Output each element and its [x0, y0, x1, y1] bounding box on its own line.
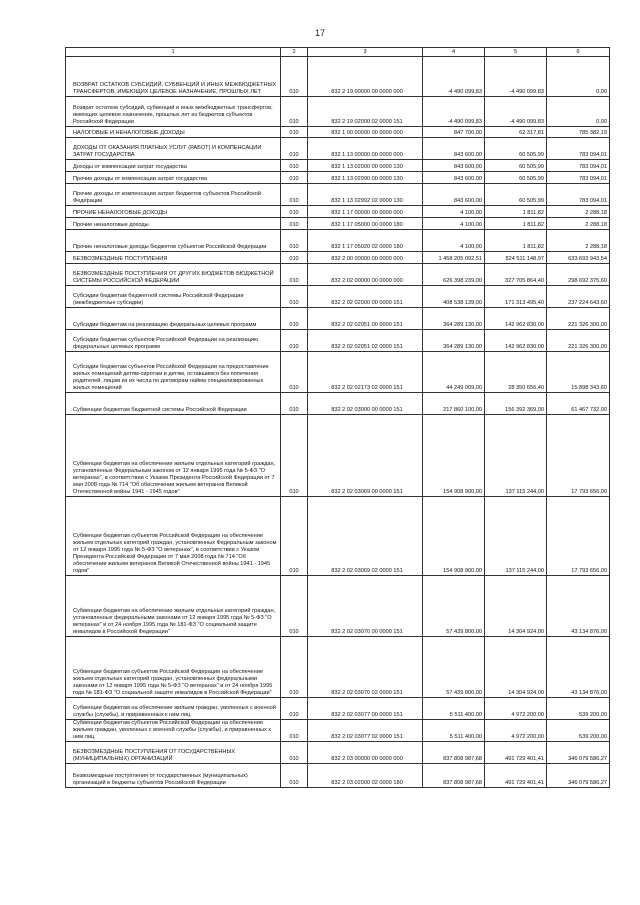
row-name: БЕЗВОЗМЕЗДНЫЕ ПОСТУПЛЕНИЯ ОТ ДРУГИХ БЮДЖЕТОВ БЮДЖЕТНОЙ СИСТЕМЫ РОССИЙСКОЙ ФЕДЕРАЦИИ [66, 264, 281, 286]
table-row [66, 184, 610, 206]
row-planned-amount: 837 808 987,68 [423, 764, 485, 788]
table-row [66, 764, 610, 788]
row-kbk-code: 832 2 03 02000 02 0000 180 [308, 764, 423, 788]
row-kbk-code: 832 1 00 00000 00 0000 000 [308, 127, 423, 138]
row-executed-amount: 4 972 200,00 [485, 698, 547, 720]
table-row [66, 286, 610, 308]
column-number: 3 [308, 48, 423, 57]
table-row [66, 576, 610, 637]
row-executed-amount: 137 115 244,00 [485, 415, 547, 497]
table-row [66, 308, 610, 330]
row-kbk-code: 832 2 00 00000 00 0000 000 [308, 252, 423, 264]
row-code: 010 [281, 160, 308, 172]
row-executed-amount: 14 304 924,00 [485, 576, 547, 637]
table-row [66, 264, 610, 286]
row-name: Прочие доходы от компенсации затрат государства [66, 172, 281, 184]
row-kbk-code: 832 1 17 00000 00 0000 000 [308, 206, 423, 218]
column-number: 5 [485, 48, 547, 57]
row-remaining-amount: 2 288,18 [547, 206, 610, 218]
row-kbk-code: 832 2 02 03069 02 0000 151 [308, 497, 423, 576]
row-code: 010 [281, 172, 308, 184]
row-executed-amount: 824 511 148,97 [485, 252, 547, 264]
row-kbk-code: 832 2 02 00000 00 0000 000 [308, 264, 423, 286]
row-planned-amount: 843 600,00 [423, 138, 485, 160]
table-row [66, 415, 610, 497]
row-remaining-amount: 17 793 656,00 [547, 415, 610, 497]
row-remaining-amount: 221 326 300,00 [547, 308, 610, 330]
row-name: БЕЗВОЗМЕЗДНЫЕ ПОСТУПЛЕНИЯ [66, 252, 281, 264]
row-planned-amount: 408 538 139,00 [423, 286, 485, 308]
row-name: Прочие неналоговые доходы бюджетов субъектов Российской Федерации [66, 230, 281, 252]
row-kbk-code: 832 1 17 05020 02 0000 180 [308, 230, 423, 252]
row-executed-amount: 171 313 495,40 [485, 286, 547, 308]
row-remaining-amount: 61 467 732,00 [547, 393, 610, 415]
table-row [66, 742, 610, 764]
row-code: 010 [281, 330, 308, 352]
row-kbk-code: 832 1 13 02992 02 0000 130 [308, 184, 423, 206]
row-name: Субсидии бюджетам субъектов Российской Федерации на реализацию федеральных целевых программ [66, 330, 281, 352]
row-name: Субвенции бюджетам субъектов Российской Федерации на обеспечение жильем отдельных категорий граждан, установленных Федеральным законом от 12 января 1995 года № 5-ФЗ "О ветеранах", в соответствии с Указом Президента Российской Федерации от 7 мая 2008 года № 714 "Об обеспечении жильем ветеранов Великой Отечественной войны 1941 - 1945 годов" [66, 497, 281, 576]
row-executed-amount: 62 317,81 [485, 127, 547, 138]
row-remaining-amount: 237 224 643,60 [547, 286, 610, 308]
row-name: Прочие доходы от компенсации затрат бюджетов субъектов Российской Федерации [66, 184, 281, 206]
row-kbk-code: 832 1 17 05000 00 0000 180 [308, 218, 423, 230]
row-code: 010 [281, 720, 308, 742]
row-remaining-amount: 43 134 876,00 [547, 576, 610, 637]
row-kbk-code: 832 2 02 03077 02 0000 151 [308, 720, 423, 742]
row-planned-amount: 1 458 205 092,51 [423, 252, 485, 264]
row-code: 010 [281, 97, 308, 127]
row-kbk-code: 832 2 02 02051 02 0000 151 [308, 330, 423, 352]
row-name: Возврат остатков субсидий, субвенций и иных межбюджетных трансфертов, имеющих целевое назначение, прошлых лет из бюджетов субъектов Российской Федерации [66, 97, 281, 127]
row-kbk-code: 832 2 02 02173 02 0000 151 [308, 352, 423, 393]
row-executed-amount: 28 350 656,40 [485, 352, 547, 393]
row-remaining-amount: 783 094,01 [547, 172, 610, 184]
row-code: 010 [281, 497, 308, 576]
row-kbk-code: 832 2 02 03069 00 0000 151 [308, 415, 423, 497]
row-remaining-amount: 2 288,18 [547, 218, 610, 230]
row-remaining-amount: 0,00 [547, 97, 610, 127]
row-name: Субсидии бюджетам на реализацию федеральных целевых программ [66, 308, 281, 330]
table-row [66, 497, 610, 576]
row-executed-amount: 60 505,99 [485, 184, 547, 206]
row-code: 010 [281, 264, 308, 286]
row-name: Субсидии бюджетам бюджетной системы Российской Федерации (межбюджетные субсидии) [66, 286, 281, 308]
row-planned-amount: -4 490 099,83 [423, 97, 485, 127]
table-row [66, 97, 610, 127]
row-planned-amount: 4 100,00 [423, 206, 485, 218]
row-kbk-code: 832 1 13 02000 00 0000 130 [308, 160, 423, 172]
row-name: Субвенции бюджетам субъектов Российской Федерации на обеспечение жильем отдельных категорий граждан, установленных федеральными законами от 12 января 1995 года № 5-ФЗ "О ветеранах" и от 24 ноября 1995 года № 181-ФЗ "О социальной защите инвалидов в Российской Федерации" [66, 637, 281, 698]
row-remaining-amount: 783 094,01 [547, 160, 610, 172]
row-name: ВОЗВРАТ ОСТАТКОВ СУБСИДИЙ, СУБВЕНЦИЙ И ИНЫХ МЕЖБЮДЖЕТНЫХ ТРАНСФЕРТОВ, ИМЕЮЩИХ ЦЕЛЕВОЕ НАЗНАЧЕНИЕ, ПРОШЛЫХ ЛЕТ [66, 57, 281, 97]
row-planned-amount: 5 511 400,00 [423, 720, 485, 742]
row-kbk-code: 832 2 02 02000 00 0000 151 [308, 286, 423, 308]
table-row [66, 330, 610, 352]
row-executed-amount: 327 705 864,40 [485, 264, 547, 286]
row-executed-amount: 14 304 924,00 [485, 637, 547, 698]
table-row [66, 172, 610, 184]
row-code: 010 [281, 576, 308, 637]
row-planned-amount: 843 600,00 [423, 160, 485, 172]
row-remaining-amount: 633 693 943,54 [547, 252, 610, 264]
row-executed-amount: 491 729 401,41 [485, 764, 547, 788]
row-executed-amount: 142 962 830,00 [485, 308, 547, 330]
row-code: 010 [281, 206, 308, 218]
row-name: Прочие неналоговые доходы [66, 218, 281, 230]
row-planned-amount: 843 600,00 [423, 184, 485, 206]
row-code: 010 [281, 218, 308, 230]
row-name: Безвозмездные поступления от государственных (муниципальных) организаций в бюджеты субъектов Российской Федерации [66, 764, 281, 788]
row-remaining-amount: 539 200,00 [547, 698, 610, 720]
page-number: 17 [314, 28, 325, 38]
table-row [66, 230, 610, 252]
row-code: 010 [281, 698, 308, 720]
row-name: БЕЗВОЗМЕЗДНЫЕ ПОСТУПЛЕНИЯ ОТ ГОСУДАРСТВЕННЫХ (МУНИЦИПАЛЬНЫХ) ОРГАНИЗАЦИЙ [66, 742, 281, 764]
row-name: Субвенции бюджетам на обеспечение жильем граждан, уволенных с военной службы (службы), и приравненных к ним лиц [66, 698, 281, 720]
table-row [66, 393, 610, 415]
row-executed-amount: 1 811,82 [485, 230, 547, 252]
row-kbk-code: 832 2 02 03070 00 0000 151 [308, 576, 423, 637]
column-number: 2 [281, 48, 308, 57]
row-executed-amount: 60 505,99 [485, 160, 547, 172]
row-code: 010 [281, 352, 308, 393]
row-kbk-code: 832 2 02 03070 02 0000 151 [308, 637, 423, 698]
table-row [66, 637, 610, 698]
row-remaining-amount: 783 094,01 [547, 184, 610, 206]
row-remaining-amount: 0,00 [547, 57, 610, 97]
column-number: 1 [66, 48, 281, 57]
row-kbk-code: 832 1 13 00000 00 0000 000 [308, 138, 423, 160]
row-executed-amount: 1 811,82 [485, 206, 547, 218]
row-executed-amount: 60 505,99 [485, 138, 547, 160]
row-remaining-amount: 539 200,00 [547, 720, 610, 742]
row-remaining-amount: 346 079 586,27 [547, 764, 610, 788]
row-remaining-amount: 43 134 876,00 [547, 637, 610, 698]
row-planned-amount: 364 289 130,00 [423, 330, 485, 352]
row-remaining-amount: 346 079 586,27 [547, 742, 610, 764]
row-code: 010 [281, 764, 308, 788]
table-row [66, 352, 610, 393]
row-planned-amount: 364 289 130,00 [423, 308, 485, 330]
row-code: 010 [281, 286, 308, 308]
table-row [66, 127, 610, 138]
row-executed-amount: 156 392 369,00 [485, 393, 547, 415]
table-row [66, 698, 610, 720]
row-planned-amount: 5 511 400,00 [423, 698, 485, 720]
row-name: Субвенции бюджетам субъектов Российской Федерации на обеспечение жильем граждан, уволенных с военной службы (службы), и приравненных к ним лиц [66, 720, 281, 742]
row-planned-amount: 626 398 239,00 [423, 264, 485, 286]
row-executed-amount: -4 490 099,83 [485, 97, 547, 127]
row-planned-amount: 4 100,00 [423, 230, 485, 252]
row-remaining-amount: 17 793 656,00 [547, 497, 610, 576]
row-name: Субвенции бюджетам бюджетной системы Российской Федерации [66, 393, 281, 415]
row-executed-amount: 4 972 200,00 [485, 720, 547, 742]
row-planned-amount: 57 439 800,00 [423, 576, 485, 637]
row-planned-amount: 4 100,00 [423, 218, 485, 230]
row-remaining-amount: 221 326 300,00 [547, 330, 610, 352]
table-row [66, 218, 610, 230]
row-planned-amount: 57 439 800,00 [423, 637, 485, 698]
row-name: Субсидии бюджетам субъектов Российской Федерации на предоставление жилых помещений детям-сиротам и детям, оставшимся без попечения родителей, лицам из их числа по договорам найма специализированных жилых помещений [66, 352, 281, 393]
row-kbk-code: 832 2 19 02000 02 0000 151 [308, 97, 423, 127]
row-remaining-amount: 15 898 343,60 [547, 352, 610, 393]
revenue-table [65, 47, 610, 788]
row-kbk-code: 832 2 02 02051 00 0000 151 [308, 308, 423, 330]
table-row [66, 138, 610, 160]
row-code: 010 [281, 127, 308, 138]
row-remaining-amount: 785 382,19 [547, 127, 610, 138]
row-code: 010 [281, 138, 308, 160]
table-row [66, 160, 610, 172]
table-row [66, 720, 610, 742]
column-number: 6 [547, 48, 610, 57]
row-kbk-code: 832 2 19 00000 00 0000 000 [308, 57, 423, 97]
row-planned-amount: 44 249 009,00 [423, 352, 485, 393]
row-planned-amount: 847 700,00 [423, 127, 485, 138]
row-remaining-amount: 298 692 375,60 [547, 264, 610, 286]
row-code: 010 [281, 415, 308, 497]
row-executed-amount: -4 490 099,83 [485, 57, 547, 97]
row-executed-amount: 1 811,82 [485, 218, 547, 230]
row-code: 010 [281, 637, 308, 698]
row-name: Субвенции бюджетам на обеспечение жильем отдельных категорий граждан, установленных Федеральным законом от 12 января 1995 года № 5-ФЗ "О ветеранах", в соответствии с Указом Президента Российской Федерации от 7 мая 2008 года № 714 "Об обеспечении жильем ветеранов Великой Отечественной войны 1941 - 1945 годов" [66, 415, 281, 497]
row-name: ПРОЧИЕ НЕНАЛОГОВЫЕ ДОХОДЫ [66, 206, 281, 218]
row-name: НАЛОГОВЫЕ И НЕНАЛОГОВЫЕ ДОХОДЫ [66, 127, 281, 138]
row-name: Субвенции бюджетам на обеспечение жильем отдельных категорий граждан, установленных федеральными законами от 12 января 1995 года № 5-ФЗ "О ветеранах" и от 24 ноября 1995 года № 181-ФЗ "О социальной защите инвалидов в Российской Федерации" [66, 576, 281, 637]
row-kbk-code: 832 2 02 03077 00 0000 151 [308, 698, 423, 720]
row-executed-amount: 142 962 830,00 [485, 330, 547, 352]
row-executed-amount: 60 505,99 [485, 172, 547, 184]
row-remaining-amount: 2 288,18 [547, 230, 610, 252]
row-planned-amount: -4 490 099,83 [423, 57, 485, 97]
table-row [66, 57, 610, 97]
row-executed-amount: 491 729 401,41 [485, 742, 547, 764]
column-number-row [66, 48, 610, 57]
row-remaining-amount: 783 094,01 [547, 138, 610, 160]
row-planned-amount: 154 908 900,00 [423, 497, 485, 576]
row-name: ДОХОДЫ ОТ ОКАЗАНИЯ ПЛАТНЫХ УСЛУГ (РАБОТ) И КОМПЕНСАЦИИ ЗАТРАТ ГОСУДАРСТВА [66, 138, 281, 160]
row-code: 010 [281, 57, 308, 97]
row-planned-amount: 837 808 987,68 [423, 742, 485, 764]
row-code: 010 [281, 742, 308, 764]
row-kbk-code: 832 2 02 03000 00 0000 151 [308, 393, 423, 415]
row-code: 010 [281, 252, 308, 264]
table-row [66, 206, 610, 218]
row-planned-amount: 843 600,00 [423, 172, 485, 184]
row-kbk-code: 832 2 03 00000 00 0000 000 [308, 742, 423, 764]
table-row [66, 252, 610, 264]
column-number: 4 [423, 48, 485, 57]
row-code: 010 [281, 308, 308, 330]
row-planned-amount: 217 860 100,00 [423, 393, 485, 415]
row-code: 010 [281, 393, 308, 415]
row-planned-amount: 154 908 900,00 [423, 415, 485, 497]
row-name: Доходы от компенсации затрат государства [66, 160, 281, 172]
row-executed-amount: 137 115 244,00 [485, 497, 547, 576]
row-code: 010 [281, 184, 308, 206]
row-kbk-code: 832 1 13 02990 00 0000 130 [308, 172, 423, 184]
row-code: 010 [281, 230, 308, 252]
